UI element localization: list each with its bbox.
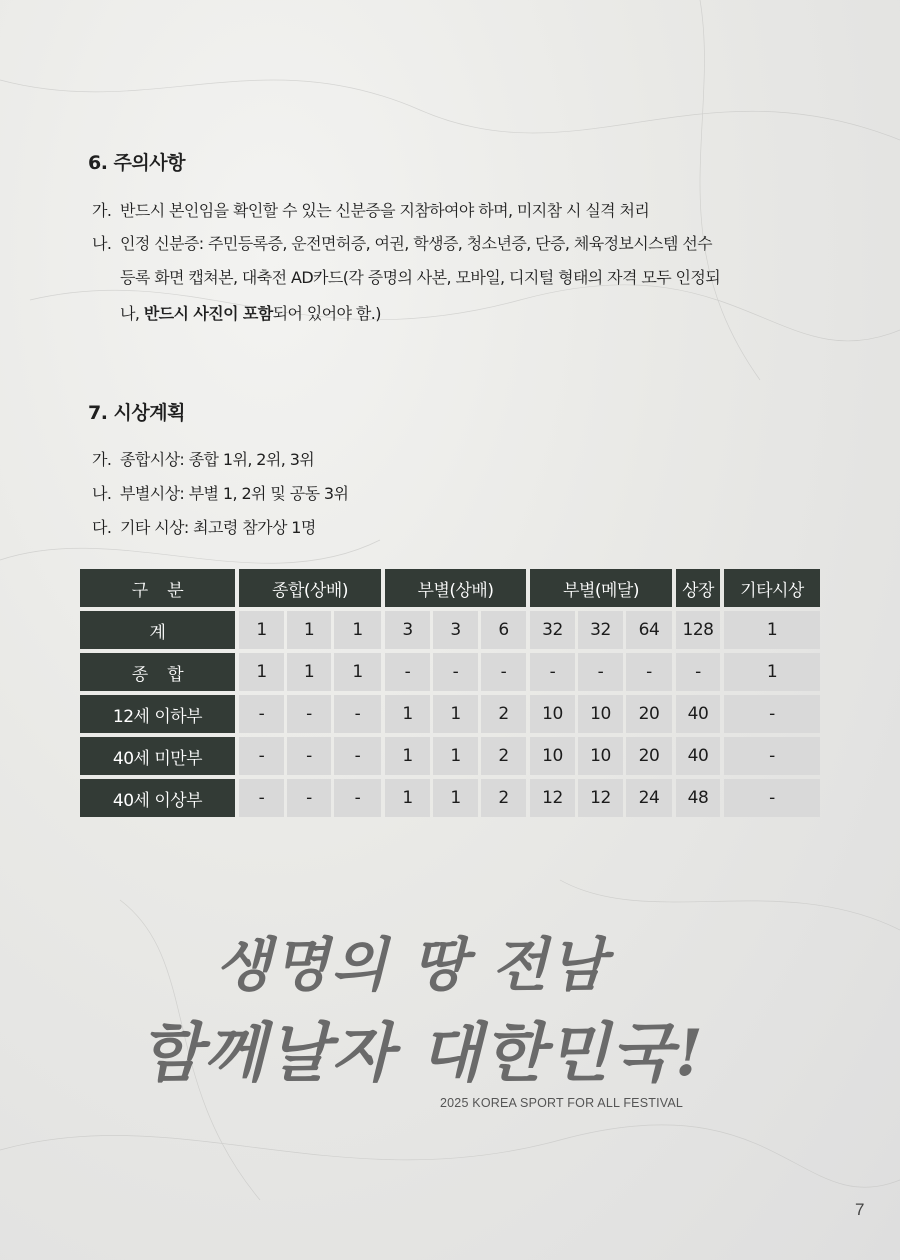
slogan-graphic	[0, 925, 900, 1105]
table-cell: 1	[433, 779, 478, 817]
precaution-item-2-cont2	[120, 303, 381, 325]
item-marker: 가.	[92, 450, 112, 469]
header-other-awards: 기타시상	[724, 569, 820, 607]
item-marker: 가.	[92, 201, 112, 220]
header-division-cup: 부별(상배)	[385, 569, 526, 607]
table-cell: 10	[530, 737, 575, 775]
table-cell: 20	[626, 737, 672, 775]
header-category: 구 분	[80, 569, 235, 607]
table-cell: 3	[385, 611, 430, 649]
section-title-awards: 7. 시상계획	[88, 402, 185, 424]
table-cell: 40	[676, 737, 720, 775]
header-overall-cup: 종합(상배)	[239, 569, 381, 607]
table-cell: -	[724, 737, 820, 775]
table-cell: 1	[385, 695, 430, 733]
table-cell: -	[530, 653, 575, 691]
table-cell: -	[481, 653, 526, 691]
item-text: 반드시 본인임을 확인할 수 있는 신분증을 지참하여야 하며, 미지참 시 실격 처리	[120, 201, 650, 220]
table-cell: 20	[626, 695, 672, 733]
table-cell: 10	[530, 695, 575, 733]
table-cell: 1	[724, 611, 820, 649]
table-cell: 6	[481, 611, 526, 649]
table-cell: 1	[724, 653, 820, 691]
table-cell: 1	[433, 737, 478, 775]
table-cell: 12	[530, 779, 575, 817]
table-cell: 1	[385, 779, 430, 817]
item-text-bold: 반드시 사진이 포함	[143, 304, 273, 323]
table-cell: 1	[287, 611, 331, 649]
item-text: 종합시상: 종합 1위, 2위, 3위	[120, 450, 315, 469]
table-cell: 2	[481, 695, 526, 733]
row-label: 12세 이하부	[80, 695, 235, 733]
item-text: 인정 신분증: 주민등록증, 운전면허증, 여권, 학생증, 청소년증, 단증, 체육정보시스템 선수	[120, 234, 713, 253]
row-label: 40세 이상부	[80, 779, 235, 817]
table-cell: 1	[239, 653, 284, 691]
table-cell: -	[724, 779, 820, 817]
table-cell: -	[334, 779, 381, 817]
table-cell: -	[287, 695, 331, 733]
row-label: 계	[80, 611, 235, 649]
table-cell: 32	[578, 611, 623, 649]
table-cell: -	[239, 779, 284, 817]
table-cell: 2	[481, 737, 526, 775]
item-text: 되어 있어야 함.)	[272, 304, 381, 323]
table-cell: -	[626, 653, 672, 691]
precaution-item-2	[92, 233, 712, 255]
table-cell: 1	[385, 737, 430, 775]
table-cell: 10	[578, 737, 623, 775]
item-marker: 나.	[92, 234, 112, 253]
table-cell: 64	[626, 611, 672, 649]
table-cell: 1	[334, 611, 381, 649]
award-item-2	[92, 483, 348, 505]
item-text: 부별시상: 부별 1, 2위 및 공동 3위	[120, 484, 349, 503]
page-number: 7	[855, 1200, 865, 1219]
table-cell: 24	[626, 779, 672, 817]
slogan-line-1: 생명의 땅 전남	[215, 931, 608, 999]
table-cell: -	[578, 653, 623, 691]
slogan-calligraphy	[0, 925, 900, 1105]
slogan-line-2: 함께날자 대한민국!	[140, 1016, 705, 1091]
award-item-3	[92, 517, 316, 539]
item-marker: 나.	[92, 484, 112, 503]
row-label: 40세 미만부	[80, 737, 235, 775]
table-cell: 1	[287, 653, 331, 691]
row-label: 종 합	[80, 653, 235, 691]
table-cell: 2	[481, 779, 526, 817]
table-cell: 12	[578, 779, 623, 817]
table-cell: -	[287, 737, 331, 775]
header-division-medal: 부별(메달)	[530, 569, 672, 607]
award-item-1	[92, 449, 314, 471]
table-cell: -	[334, 695, 381, 733]
table-cell: -	[724, 695, 820, 733]
table-cell: 48	[676, 779, 720, 817]
table-cell: 128	[676, 611, 720, 649]
table-cell: -	[385, 653, 430, 691]
table-cell: 40	[676, 695, 720, 733]
table-cell: -	[334, 737, 381, 775]
table-cell: 1	[334, 653, 381, 691]
table-cell: -	[287, 779, 331, 817]
precaution-item-2-cont: 등록 화면 캡쳐본, 대축전 AD카드(각 증명의 사본, 모바일, 디지털 형태의 자격 모두 인정되	[120, 268, 721, 287]
table-cell: -	[676, 653, 720, 691]
item-marker: 다.	[92, 518, 112, 537]
precaution-item-1	[92, 200, 649, 222]
section-title-precautions: 6. 주의사항	[88, 152, 185, 174]
item-text: 나,	[120, 304, 144, 323]
table-cell: -	[239, 737, 284, 775]
table-cell: 10	[578, 695, 623, 733]
table-cell: 32	[530, 611, 575, 649]
table-cell: -	[433, 653, 478, 691]
table-cell: -	[239, 695, 284, 733]
table-cell: 1	[239, 611, 284, 649]
festival-subtitle: 2025 KOREA SPORT FOR ALL FESTIVAL	[440, 1096, 684, 1110]
table-cell: 1	[433, 695, 478, 733]
table-cell: 3	[433, 611, 478, 649]
item-text: 기타 시상: 최고령 참가상 1명	[120, 518, 316, 537]
header-certificate: 상장	[676, 569, 720, 607]
